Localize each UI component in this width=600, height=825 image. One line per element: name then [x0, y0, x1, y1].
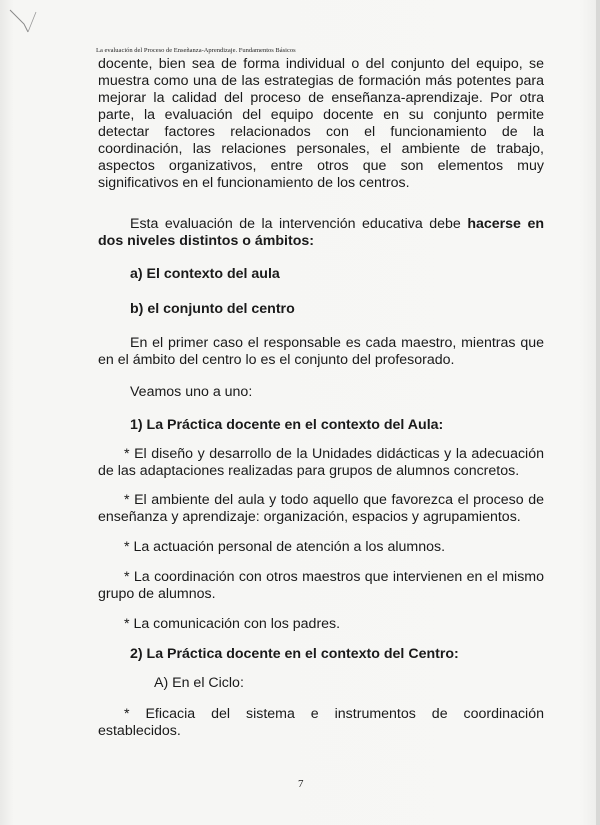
- running-header: La evaluación del Proceso de Enseñanza-Aprendizaje. Fundamentos Básicos: [96, 47, 296, 54]
- list-item: * La comunicación con los padres.: [124, 616, 341, 632]
- levels-paragraph-start: Esta evaluación de la intervención educativa debe: [130, 216, 468, 232]
- levels-paragraph-bold: hacerse en dos niveles distintos o ámbitos:: [98, 216, 545, 249]
- page-content: [98, 56, 544, 740]
- responsible-paragraph: En el primer caso el responsable es cada maestro, mientras que en el ámbito del centro lo es el conjunto del profesorado.: [98, 335, 544, 368]
- list-item: * El diseño y desarrollo de la Unidades didácticas y la adecuación de las adaptaciones realizadas para grupos de alumnos concretos.: [98, 446, 544, 479]
- pen-mark-icon: [6, 2, 46, 42]
- level-b-heading: b) el conjunto del centro: [130, 301, 295, 317]
- page-edge-shadow: [596, 0, 600, 825]
- level-a-heading: a) El contexto del aula: [130, 266, 280, 282]
- list-item: * La coordinación con otros maestros que intervienen en el mismo grupo de alumnos.: [98, 569, 544, 602]
- list-item: * Eficacia del sistema e instrumentos de coordinación establecidos.: [98, 706, 544, 739]
- list-item: * La actuación personal de atención a los alumnos.: [124, 539, 446, 555]
- one-by-one-text: Veamos uno a uno:: [130, 384, 253, 400]
- levels-paragraph: [98, 216, 544, 250]
- section2-title: 2) La Práctica docente en el contexto del Centro:: [130, 646, 459, 662]
- page-number: 7: [298, 778, 304, 790]
- list-item: * El ambiente del aula y todo aquello que favorezca el proceso de enseñanza y aprendizaje: organización, espacios y agrupamientos.: [98, 492, 544, 525]
- intro-paragraph: docente, bien sea de forma individual o del conjunto del equipo, se muestra como una de las estrategias de formación más potentes para mejorar la calidad del proceso de enseñanza-aprendizaje. Por otra parte, la evaluación del equipo docente en su conjunto permite detectar factores relacionados con el funcionamiento de la coordinación, las relaciones personales, el ambiente de trabajo, aspectos organizativos, entre otros que son elementos muy significativos en el funcionamiento de los centros.: [98, 56, 544, 191]
- section2-subheading: A) En el Ciclo:: [154, 675, 244, 691]
- section1-title: 1) La Práctica docente en el contexto del Aula:: [130, 417, 444, 433]
